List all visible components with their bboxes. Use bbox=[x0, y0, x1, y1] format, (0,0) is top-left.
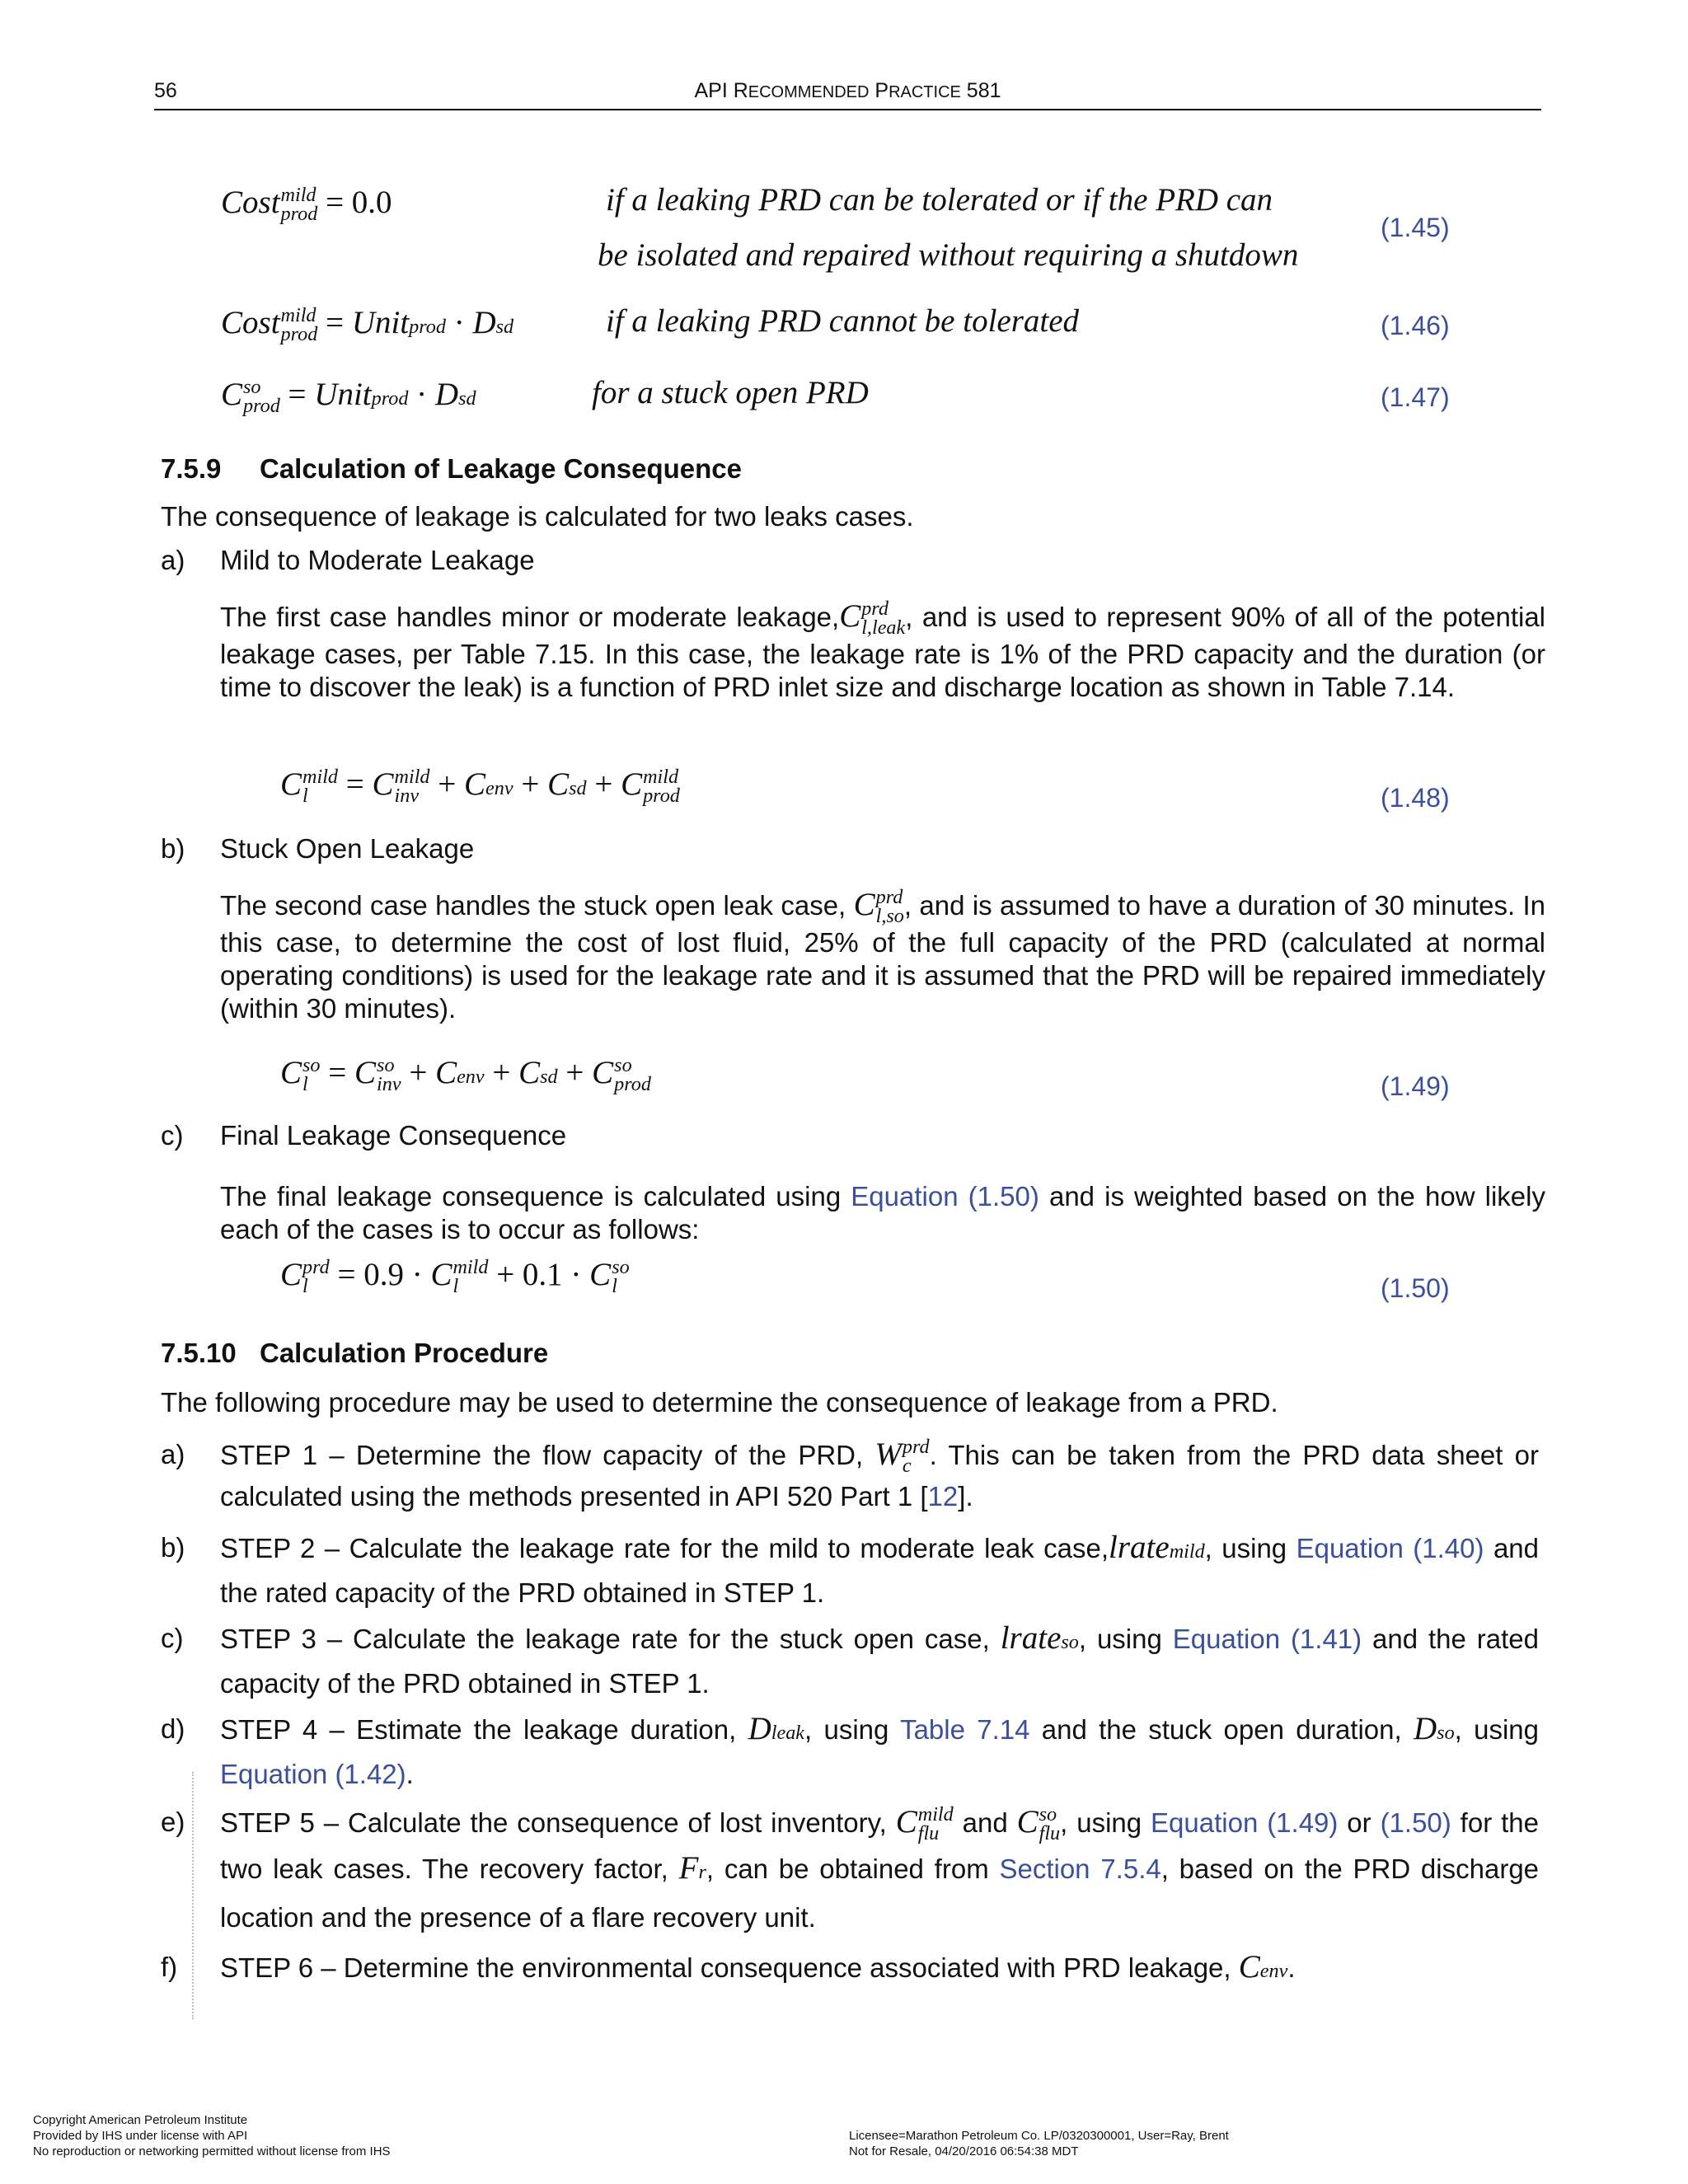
equation-lhs: C mild l = C mild inv + Cenv + Csd + C mild prod bbox=[280, 766, 680, 808]
equation-number: (1.47) bbox=[1381, 382, 1450, 412]
reference-link[interactable]: 12 bbox=[927, 1481, 959, 1512]
equation-number: (1.50) bbox=[1381, 1273, 1450, 1303]
equation-1-49 bbox=[0, 1051, 1688, 1108]
equation-link[interactable]: Equation (1.42) bbox=[220, 1759, 406, 1789]
equation-1-48 bbox=[0, 762, 1688, 820]
equation-number: (1.48) bbox=[1381, 783, 1450, 813]
equation-link[interactable]: Equation (1.40) bbox=[1296, 1533, 1484, 1563]
step-4: d) STEP 4 – Estimate the leakage duration, Dleak, using Table 7.14 and the stuck open duration, Dso, using Equation (1.42). bbox=[161, 1711, 1539, 1789]
equation-lhs: C so prod = Unitprod · Dsd bbox=[221, 376, 476, 418]
running-header bbox=[154, 77, 1541, 110]
step-5: e) STEP 5 – Calculate the consequence of lost inventory, C mild flu and C so flu , using Equation (1.49) or (1.50) for the two leak cases. The recovery factor, Fr, can be obtained from Section 7.5.4, based on the PRD discharge location and the presence of a flare recovery unit. bbox=[161, 1803, 1540, 1933]
equation-lhs: C prd l = 0.9 · C mild l + 0.1 · C so l bbox=[280, 1256, 630, 1298]
equation-number: (1.46) bbox=[1381, 311, 1450, 340]
equation-condition: if a leaking PRD cannot be tolerated bbox=[606, 303, 1080, 339]
equation-link[interactable]: Equation (1.50) bbox=[851, 1181, 1039, 1212]
equation-number: (1.45) bbox=[1381, 213, 1450, 242]
equation-link[interactable]: (1.50) bbox=[1380, 1807, 1451, 1838]
section-intro: The consequence of leakage is calculated for two leaks cases. bbox=[161, 501, 914, 532]
equation-1-47 bbox=[0, 373, 1688, 430]
equation-link[interactable]: Equation (1.41) bbox=[1172, 1624, 1362, 1654]
document-page: 56 API RECOMMENDED PRACTICE 581 Cost mild prod = 0.0 if a leaking PRD can be tolerated or if the PRD can be isolated and repaired without requiring a shutdown (1.45) Cost mild prod = Unitprod · Dsd if a leaking PRD cannot be tolerated (1.46) C so prod = Unitprod · Dsd for a stuck open PRD (1.47) 7.5.9 Calculation of Leakage Consequence The consequence of leakage is calculated for two leaks cases. a) Mild to Moderate Leakage The first case handles minor or moderate leakage,C prd l,leak , and is used to represent 90% of all of the potential leakage cases, per Table 7.15. In this case, the leakage rate is 1% of the PRD capacity and the duration (or time to discover the leak) is a function of PRD inlet size and discharge location as shown in Table 7.14. C mild l = C mild inv + Cenv + Csd + C mild prod (1.48) b) Stuck Open Leakage The second case handles the stuck open leak case, C prd l,so , and is assumed to have a duration of 30 minutes. In this case, to determine the cost of lost fluid, 25% of the full capacity of the PRD (calculated at normal operating conditions) is used for the leakage rate and it is assumed that the PRD will be repaired immediately (within 30 minutes). C so l = C so inv + Cenv + Csd + C so prod (1.49) c) Final Leakage Consequence The final leakage consequence is calculated using Equation (1.50) and is weighted based on the how likely each of the cases is to occur as follows: C prd l = 0.9 · C mild l + 0.1 · C so l (1.50) 7.5.10 Calculation Procedure The following procedure may be used to determine the consequence of leakage from a PRD. a) STEP 1 – Determine the flow capacity of the PRD, W prd c . This can be taken from the PRD data sheet or calculated using the methods presented in API 520 Part 1 [12]. b) STEP 2 – Calculate the leakage rate for the mild to moderate leak case,lratemild, using Equation (1.40) and the rated capacity of the PRD obtained in STEP 1. c) STEP 3 – Calculate the leakage rate for the stuck open case, lrateso, using Equation (1.41) and the rated capacity of the PRD obtained in STEP 1. d) STEP 4 – Estimate the leakage duration, Dleak, using Table 7.14 and the stuck open duration, Dso, using Equation (1.42). e) STEP 5 – Calculate the consequence of lost inventory, C mild flu and C so flu , using Equation (1.49) or (1.50) for the two leak cases. The recovery factor, Fr, can be obtained from Section 7.5.4, based on the PRD discharge location and the presence of a flare recovery unit. f) STEP 6 – Determine the environmental consequence associated with PRD leakage, Cenv. Copyright American Petroleum Institute Provided by IHS under license with API No reproduction or networking permitted without license from IHS Licensee=Marathon Petroleum Co. LP/0320300001, User=Ray, Brent Not for Resale, 04/20/2016 06:54:38 MDT bbox=[0, 0, 1688, 2184]
footer-left: Copyright American Petroleum Institute Provided by IHS under license with API No reproduction or networking permitted without license from IHS bbox=[33, 2113, 391, 2158]
section-intro: The following procedure may be used to determine the consequence of leakage from a PRD. bbox=[161, 1387, 1278, 1418]
section-link[interactable]: Section 7.5.4 bbox=[999, 1854, 1161, 1884]
step-1: a) STEP 1 – Determine the flow capacity of the PRD, W prd c . This can be taken from the PRD data sheet or calculated using the methods presented in API 520 Part 1 [12]. bbox=[161, 1436, 1539, 1512]
equation-condition: be isolated and repaired without requiring a shutdown bbox=[598, 237, 1299, 273]
change-bar bbox=[192, 1772, 196, 2019]
footer-right: Licensee=Marathon Petroleum Co. LP/0320300001, User=Ray, Brent Not for Resale, 04/20/2016 06:54:38 MDT bbox=[849, 2129, 1229, 2158]
mild-leakage-paragraph: The first case handles minor or moderate leakage,C prd l,leak , and is used to represent 90% of all of the potential leakage cases, per Table 7.15. In this case, the leakage rate is 1% of the PRD capacity and the duration (or time to discover the leak) is a function of PRD inlet size and discharge location as shown in Table 7.14. bbox=[220, 598, 1545, 703]
table-link[interactable]: Table 7.14 bbox=[900, 1714, 1030, 1745]
final-leakage-paragraph: The final leakage consequence is calculated using Equation (1.50) and is weighted based on the how likely each of the cases is to occur as follows: bbox=[220, 1181, 1545, 1244]
equation-condition: for a stuck open PRD bbox=[592, 375, 869, 410]
section-heading-7-5-9: 7.5.9 Calculation of Leakage Consequence bbox=[161, 453, 742, 484]
equation-1-50 bbox=[0, 1253, 1688, 1310]
running-title: API RECOMMENDED PRACTICE 581 bbox=[694, 79, 1001, 102]
page-number: 56 bbox=[154, 79, 177, 102]
step-3: c) STEP 3 – Calculate the leakage rate for the stuck open case, lrateso, using Equation (1.41) and the rated capacity of the PRD obtained in STEP 1. bbox=[161, 1620, 1540, 1699]
equation-number: (1.49) bbox=[1381, 1071, 1450, 1101]
stuck-open-paragraph: The second case handles the stuck open leak case, C prd l,so , and is assumed to have a duration of 30 minutes. In this case, to determine the cost of lost fluid, 25% of the full capacity of the PRD (calculated at normal operating conditions) is used for the leakage rate and it is assumed that the PRD will be repaired immediately (within 30 minutes). bbox=[220, 886, 1545, 1024]
step-6: f) STEP 6 – Determine the environmental consequence associated with PRD leakage, Cenv. bbox=[161, 1949, 1296, 1985]
equation-condition: if a leaking PRD can be tolerated or if the PRD can bbox=[606, 182, 1273, 218]
equation-1-46 bbox=[0, 301, 1688, 359]
equation-lhs: Cost mild prod = Unitprod · Dsd bbox=[221, 304, 514, 346]
section-heading-7-5-10: 7.5.10 Calculation Procedure bbox=[161, 1338, 549, 1368]
step-2: b) STEP 2 – Calculate the leakage rate for the mild to moderate leak case,lratemild, using Equation (1.40) and the rated capacity of the PRD obtained in STEP 1. bbox=[161, 1530, 1540, 1608]
equation-lhs: C so l = C so inv + Cenv + Csd + C so prod bbox=[280, 1054, 651, 1096]
equation-lhs: Cost mild prod = 0.0 bbox=[221, 184, 392, 226]
equation-link[interactable]: Equation (1.49) bbox=[1151, 1807, 1339, 1838]
equation-1-45 bbox=[0, 177, 1688, 276]
